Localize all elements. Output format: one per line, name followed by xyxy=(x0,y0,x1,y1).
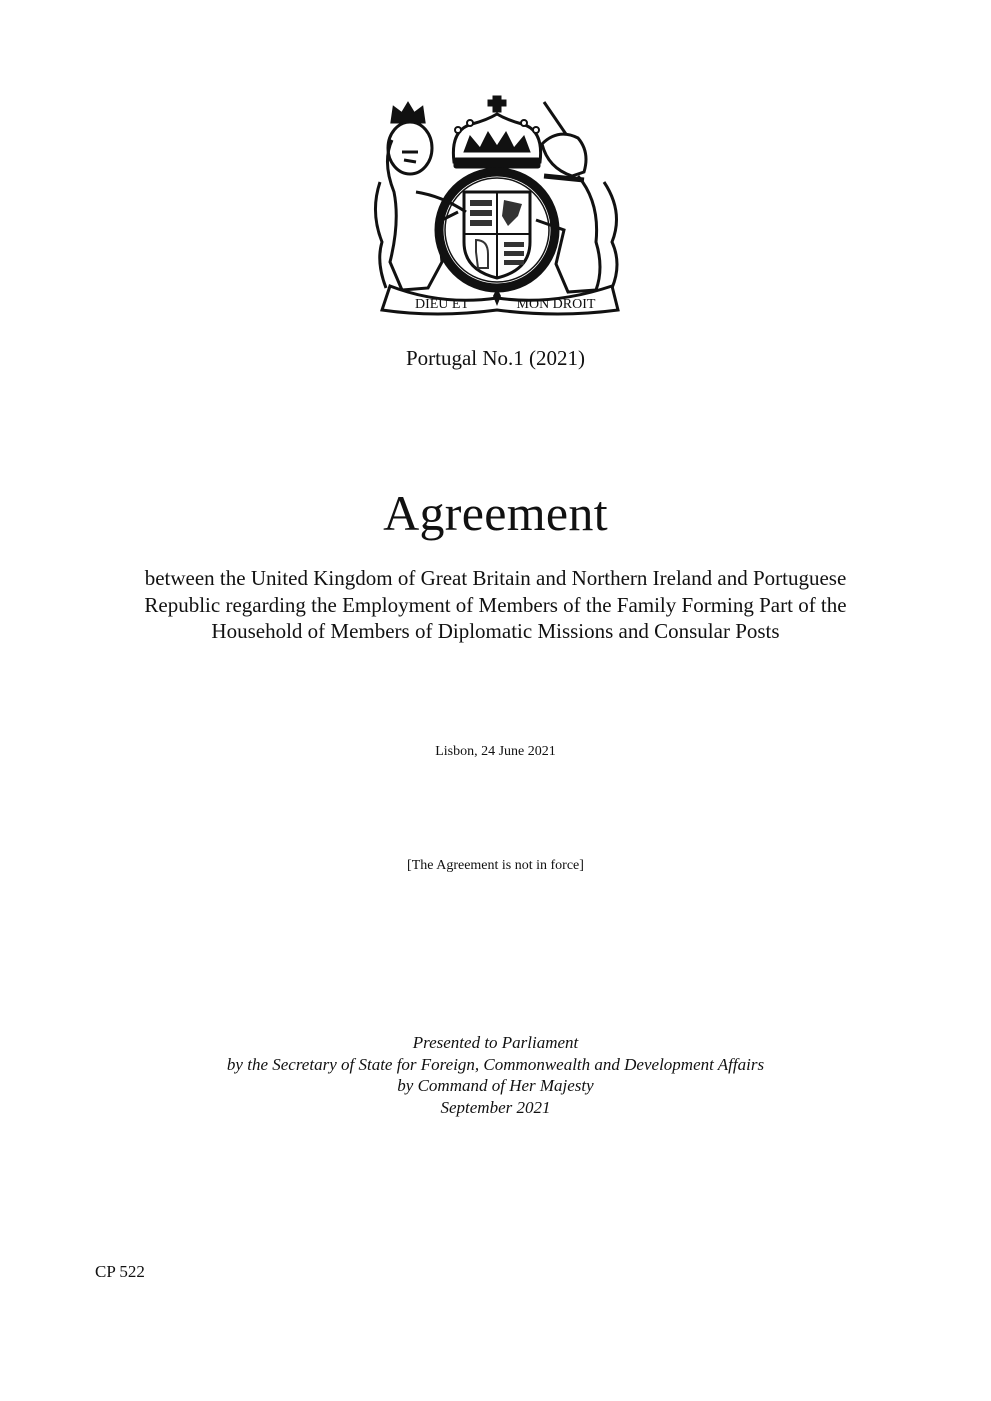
svg-text:DIEU ET: DIEU ET xyxy=(414,297,470,312)
place-date: Lisbon, 24 June 2021 xyxy=(435,744,556,759)
document-title: Agreement xyxy=(383,485,608,541)
series-number: Portugal No.1 (2021) xyxy=(405,346,586,370)
presentation-statement xyxy=(0,1032,991,1118)
presented-line: September 2021 xyxy=(440,1097,551,1117)
force-status: [The Agreement is not in force] xyxy=(407,858,584,873)
subtitle-line: Republic regarding the Employment of Members of the Family Forming Part of the xyxy=(144,592,847,617)
subtitle-line: between the United Kingdom of Great Britain and Northern Ireland and Portuguese xyxy=(144,566,847,590)
presented-line: by Command of Her Majesty xyxy=(397,1076,594,1095)
royal-coat-of-arms-icon xyxy=(372,92,628,318)
subtitle-line: Household of Members of Diplomatic Missions and Consular Posts xyxy=(211,619,780,643)
presented-line: by the Secretary of State for Foreign, Commonwealth and Development Affairs xyxy=(226,1054,765,1074)
presented-line: Presented to Parliament xyxy=(412,1033,579,1052)
command-paper-number: CP 522 xyxy=(95,1262,145,1281)
svg-text:MON DROIT: MON DROIT xyxy=(516,297,596,312)
document-subtitle xyxy=(0,565,991,645)
